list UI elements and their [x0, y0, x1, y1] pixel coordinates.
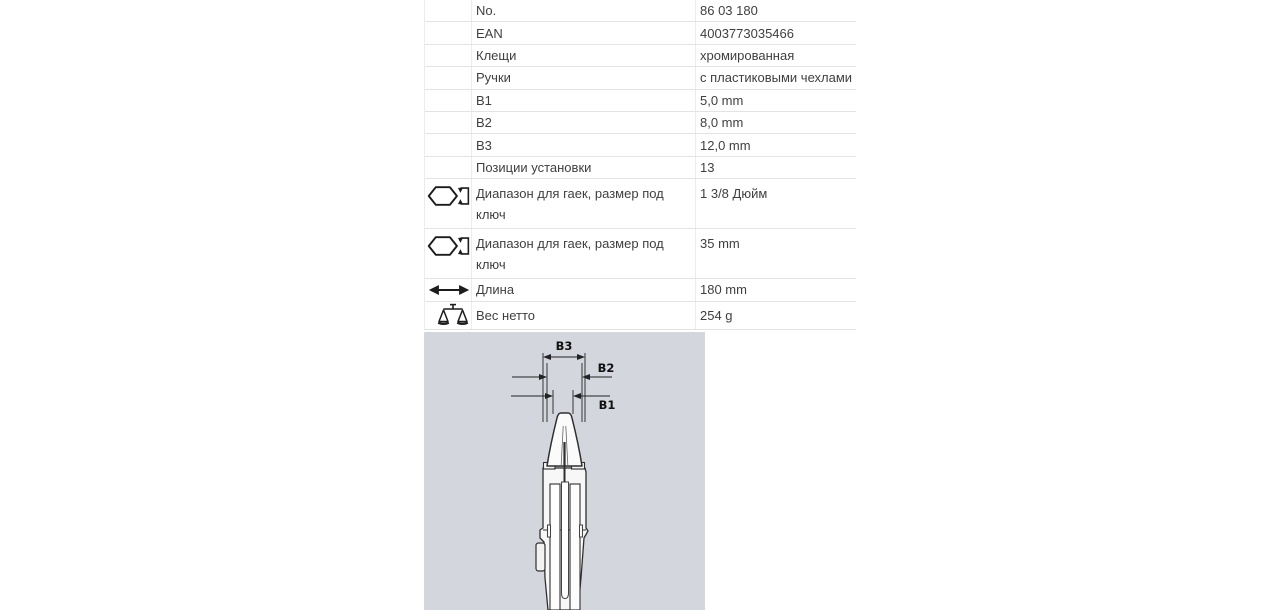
row-value: 8,0 mm — [695, 112, 856, 133]
scales-icon — [437, 302, 469, 328]
row-icon-cell — [425, 90, 471, 111]
row-value: 5,0 mm — [695, 90, 856, 111]
row-icon-cell — [425, 134, 471, 155]
dimension-label-b3: B3 — [555, 339, 573, 353]
table-row — [425, 157, 856, 179]
row-value: 180 mm — [695, 279, 856, 300]
row-label: Позиции установки — [471, 157, 695, 178]
row-value: 86 03 180 — [695, 0, 856, 21]
row-icon-cell — [425, 157, 471, 178]
adjustment-button — [536, 543, 545, 571]
table-row — [425, 45, 856, 67]
table-row — [425, 90, 856, 112]
row-value: 1 3/8 Дюйм — [695, 179, 856, 228]
row-label: Диапазон для гаек, размер под ключ — [471, 179, 695, 228]
row-label: Ручки — [471, 67, 695, 88]
row-label: B1 — [471, 90, 695, 111]
adjustment-slot — [562, 482, 569, 599]
table-row — [425, 302, 856, 331]
row-label: Диапазон для гаек, размер под ключ — [471, 229, 695, 278]
length-arrow-icon — [427, 283, 471, 297]
row-icon-cell — [425, 0, 471, 21]
row-label: B3 — [471, 134, 695, 155]
row-icon-cell — [425, 67, 471, 88]
table-row — [425, 22, 856, 44]
row-label: Клещи — [471, 45, 695, 66]
row-icon-cell — [425, 22, 471, 43]
pliers-diagram-panel — [424, 332, 705, 610]
row-value: 12,0 mm — [695, 134, 856, 155]
table-row — [425, 112, 856, 134]
row-label: B2 — [471, 112, 695, 133]
table-row — [425, 179, 856, 229]
row-label: Вес нетто — [471, 302, 695, 330]
table-row — [425, 67, 856, 89]
pliers-front-view-drawing — [424, 332, 705, 610]
row-value: 13 — [695, 157, 856, 178]
row-icon-cell — [425, 45, 471, 66]
hex-nut-size-icon-cell — [425, 229, 471, 278]
spec-table — [424, 0, 856, 330]
hex-nut-size-icon — [427, 232, 471, 260]
table-row — [425, 0, 856, 22]
table-row — [425, 279, 856, 301]
dimension-label-b2: B2 — [597, 361, 615, 375]
pliers-outline — [536, 413, 588, 610]
length-arrow-icon-cell — [425, 279, 471, 300]
table-row — [425, 134, 856, 156]
row-label: No. — [471, 0, 695, 21]
row-value: 4003773035466 — [695, 22, 856, 43]
row-label: EAN — [471, 22, 695, 43]
scales-icon-cell — [425, 302, 471, 330]
row-icon-cell — [425, 112, 471, 133]
row-value: 35 mm — [695, 229, 856, 278]
table-row — [425, 229, 856, 279]
hex-nut-size-icon — [427, 182, 471, 210]
row-value: хромированная — [695, 45, 856, 66]
row-value: 254 g — [695, 302, 856, 330]
hex-nut-size-icon-cell — [425, 179, 471, 228]
dimension-label-b1: B1 — [598, 398, 616, 412]
row-label: Длина — [471, 279, 695, 300]
row-value: с пластиковыми чехлами — [695, 67, 856, 88]
